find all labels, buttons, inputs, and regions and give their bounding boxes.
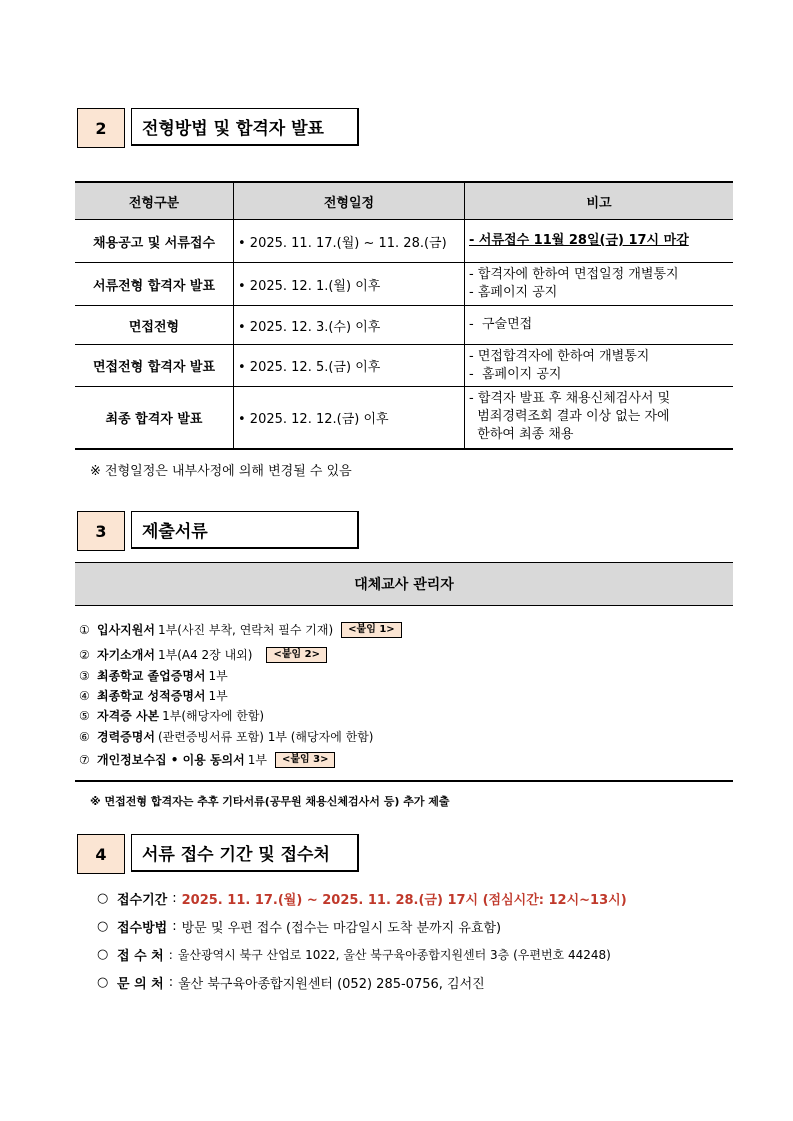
note-line: - 홈페이지 공지 <box>469 285 558 300</box>
item-detail: 1부 <box>208 689 228 703</box>
bullet-icon: ○ <box>97 947 109 962</box>
date-cell: • 2025. 12. 3.(수) 이후 <box>234 306 465 345</box>
note-line: - 합격자 발표 후 채용신체검사서 및 <box>469 391 671 407</box>
item-name: 개인정보수집 • 이용 동의서 <box>97 753 245 767</box>
list-item <box>79 751 335 768</box>
item-detail: (관련증빙서류 포함) 1부 (해당자에 한함) <box>157 730 374 744</box>
stage-cell: 면접전형 <box>75 306 234 345</box>
stage-cell: 최종 합격자 발표 <box>75 387 234 449</box>
item-mark: ① <box>79 622 90 637</box>
table-row <box>75 387 733 449</box>
column-header: 전형구분 <box>75 182 234 220</box>
attachment-tag: <붙임 1> <box>341 622 402 638</box>
item-mark: ② <box>79 647 90 662</box>
item-mark: ⑥ <box>79 729 90 744</box>
item-name: 입사지원서 <box>97 623 155 637</box>
notes-cell <box>465 220 734 263</box>
section-3-header <box>77 511 359 551</box>
item-mark: ⑦ <box>79 752 90 767</box>
schedule-footnote: ※ 전형일정은 내부사정에 의해 변경될 수 있음 <box>90 464 352 479</box>
info-value: 울산 북구육아종합지원센터 (052) 285-0756, 김서진 <box>178 977 485 992</box>
info-line: ○ 접수기간 : 2025. 11. 17.(월) ~ 2025. 11. 28.(금) 17시 (점심시간: 12시~13시) <box>97 891 627 908</box>
item-mark: ⑤ <box>79 708 90 723</box>
date-cell: • 2025. 11. 17.(월) ~ 11. 28.(금) <box>234 220 465 263</box>
item-mark: ④ <box>79 688 90 703</box>
note-line: 범죄경력조회 결과 이상 없는 자에 <box>469 409 670 425</box>
info-label: 접수기간 <box>117 893 168 908</box>
notes-cell <box>465 387 734 449</box>
table-row <box>75 306 733 345</box>
list-item <box>79 646 327 663</box>
documents-subheader: 대체교사 관리자 <box>75 562 733 606</box>
section-title: 서류 접수 기간 및 접수처 <box>131 834 359 872</box>
stage-cell: 채용공고 및 서류접수 <box>75 220 234 263</box>
section-number: 4 <box>77 834 125 874</box>
info-line: ○ 문 의 처 : 울산 북구육아종합지원센터 (052) 285-0756, 김서진 <box>97 975 485 992</box>
column-header: 전형일정 <box>234 182 465 220</box>
section-title: 제출서류 <box>131 511 359 549</box>
stage-cell: 면접전형 합격자 발표 <box>75 345 234 387</box>
attachment-tag: <붙임 3> <box>275 752 336 768</box>
note-line: - 서류접수 11월 28일(금) 17시 마감 <box>469 233 689 248</box>
item-name: 최종학교 졸업증명서 <box>97 669 206 683</box>
column-header: 비고 <box>465 182 734 220</box>
attachment-tag: <붙임 2> <box>266 647 327 663</box>
bullet-icon: ○ <box>97 919 109 934</box>
info-label: 접수방법 <box>117 921 168 936</box>
note-line: - 홈페이지 공지 <box>469 366 562 382</box>
info-value: 2025. 11. 17.(월) ~ 2025. 11. 28.(금) 17시 (점심시간: 12시~13시) <box>181 893 627 908</box>
section-title: 전형방법 및 합격자 발표 <box>131 108 359 146</box>
table-row <box>75 220 733 263</box>
bullet-icon: ○ <box>97 891 109 906</box>
item-name: 자격증 사본 <box>97 709 160 723</box>
info-line: ○ 접 수 처 : 울산광역시 북구 산업로 1022, 울산 북구육아종합지원센터 3층 (우편번호 44248) <box>97 947 611 964</box>
item-detail: 1부(사진 부착, 연락처 필수 기재) <box>157 623 334 637</box>
bullet-icon: ○ <box>97 975 109 990</box>
list-item <box>79 667 228 684</box>
list-item <box>79 687 228 704</box>
note-line: 한하여 최종 채용 <box>469 427 574 443</box>
documents-footnote: ※ 면접전형 합격자는 추후 기타서류(공무원 채용신체검사서 등) 추가 제출 <box>90 795 450 808</box>
item-name: 최종학교 성적증명서 <box>97 689 206 703</box>
item-mark: ③ <box>79 668 90 683</box>
section-number: 2 <box>77 108 125 148</box>
table-header-row <box>75 182 733 220</box>
info-line: ○ 접수방법 : 방문 및 우편 접수 (접수는 마감일시 도착 분까지 유효함) <box>97 919 502 936</box>
notes-cell <box>465 306 734 345</box>
section-2-header <box>77 108 359 148</box>
stage-cell: 서류전형 합격자 발표 <box>75 263 234 306</box>
date-cell: • 2025. 12. 12.(금) 이후 <box>234 387 465 449</box>
table-row <box>75 345 733 387</box>
date-cell: • 2025. 12. 5.(금) 이후 <box>234 345 465 387</box>
table-row <box>75 263 733 306</box>
info-label: 문 의 처 <box>117 977 164 992</box>
notes-cell <box>465 345 734 387</box>
list-item <box>79 707 264 724</box>
section-4-header <box>77 834 359 874</box>
item-detail: 1부 <box>247 753 267 767</box>
note-line: - 면접합격자에 한하여 개별통지 <box>469 348 650 364</box>
note-line: - 구술면접 <box>469 317 533 332</box>
item-name: 경력증명서 <box>97 730 155 744</box>
list-item <box>79 728 373 745</box>
divider <box>75 780 733 782</box>
schedule-table <box>75 181 733 450</box>
item-detail: 1부 <box>208 669 228 683</box>
item-detail: 1부(해당자에 한함) <box>162 709 265 723</box>
list-item <box>79 621 402 638</box>
note-line: - 합격자에 한하여 면접일정 개별통지 <box>469 267 679 282</box>
date-cell: • 2025. 12. 1.(월) 이후 <box>234 263 465 306</box>
info-value: 울산광역시 북구 산업로 1022, 울산 북구육아종합지원센터 3층 (우편번호 44248) <box>177 948 611 962</box>
item-detail: 1부(A4 2장 내외) <box>157 648 253 662</box>
info-value: 방문 및 우편 접수 (접수는 마감일시 도착 분까지 유효함) <box>181 921 502 936</box>
notes-cell <box>465 263 734 306</box>
item-name: 자기소개서 <box>97 648 155 662</box>
info-label: 접 수 처 <box>117 949 164 964</box>
section-number: 3 <box>77 511 125 551</box>
